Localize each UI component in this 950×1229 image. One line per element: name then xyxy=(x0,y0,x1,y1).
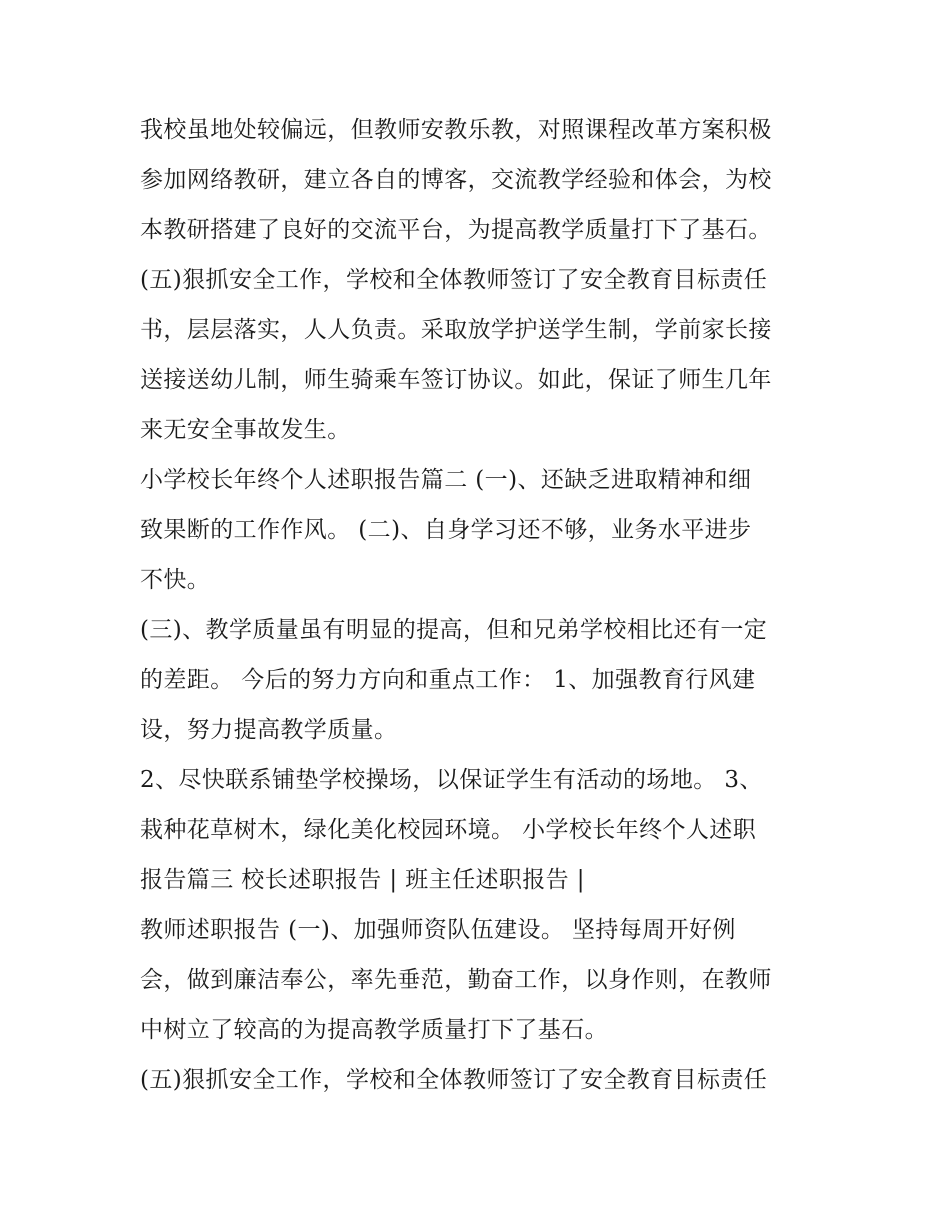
paragraph-line: 送接送幼儿制，师生骑乘车签订协议。如此，保证了师生几年 xyxy=(140,367,772,393)
paragraph-line: 书，层层落实，人人负责。采取放学护送学生制，学前家长接 xyxy=(140,317,772,343)
paragraph-line: 来无安全事故发生。 xyxy=(140,417,351,443)
paragraph-line: 报告篇三 校长述职报告 | 班主任述职报告 | xyxy=(140,867,585,893)
paragraph-line: 设，努力提高教学质量。 xyxy=(140,717,398,743)
paragraph-line: 不快。 xyxy=(140,567,211,593)
paragraph-line: (三)、教学质量虽有明显的提高，但和兄弟学校相比还有一定 xyxy=(140,617,768,643)
paragraph-line: 的差距。 今后的努力方向和重点工作： 1、加强教育行风建 xyxy=(140,667,756,693)
paragraph-line: 中树立了较高的为提高教学质量打下了基石。 xyxy=(140,1017,608,1043)
paragraph-line: 2、尽快联系铺垫学校操场，以保证学生有活动的场地。 3、 xyxy=(140,767,763,793)
paragraph-line: 栽种花草树木，绿化美化校园环境。 小学校长年终个人述职 xyxy=(140,817,757,843)
paragraph-line: 参加网络教研，建立各自的博客，交流教学经验和体会，为校 xyxy=(140,167,772,193)
paragraph-line: (五)狠抓安全工作，学校和全体教师签订了安全教育目标责任 xyxy=(140,267,768,293)
paragraph-line: 会，做到廉洁奉公，率先垂范，勤奋工作，以身作则，在教师 xyxy=(140,967,772,993)
paragraph-line: 小学校长年终个人述职报告篇二 (一)、还缺乏进取精神和细 xyxy=(140,467,752,493)
paragraph-line: 我校虽地处较偏远，但教师安教乐教，对照课程改革方案积极 xyxy=(140,117,772,143)
paragraph-line: 教师述职报告 (一)、加强师资队伍建设。 坚持每周开好例 xyxy=(140,917,736,943)
paragraph-line: 本教研搭建了良好的交流平台，为提高教学质量打下了基石。 xyxy=(140,217,772,243)
paragraph-line: 致果断的工作作风。 (二)、自身学习还不够，业务水平进步 xyxy=(140,517,752,543)
paragraph-line: (五)狠抓安全工作，学校和全体教师签订了安全教育目标责任 xyxy=(140,1067,768,1093)
